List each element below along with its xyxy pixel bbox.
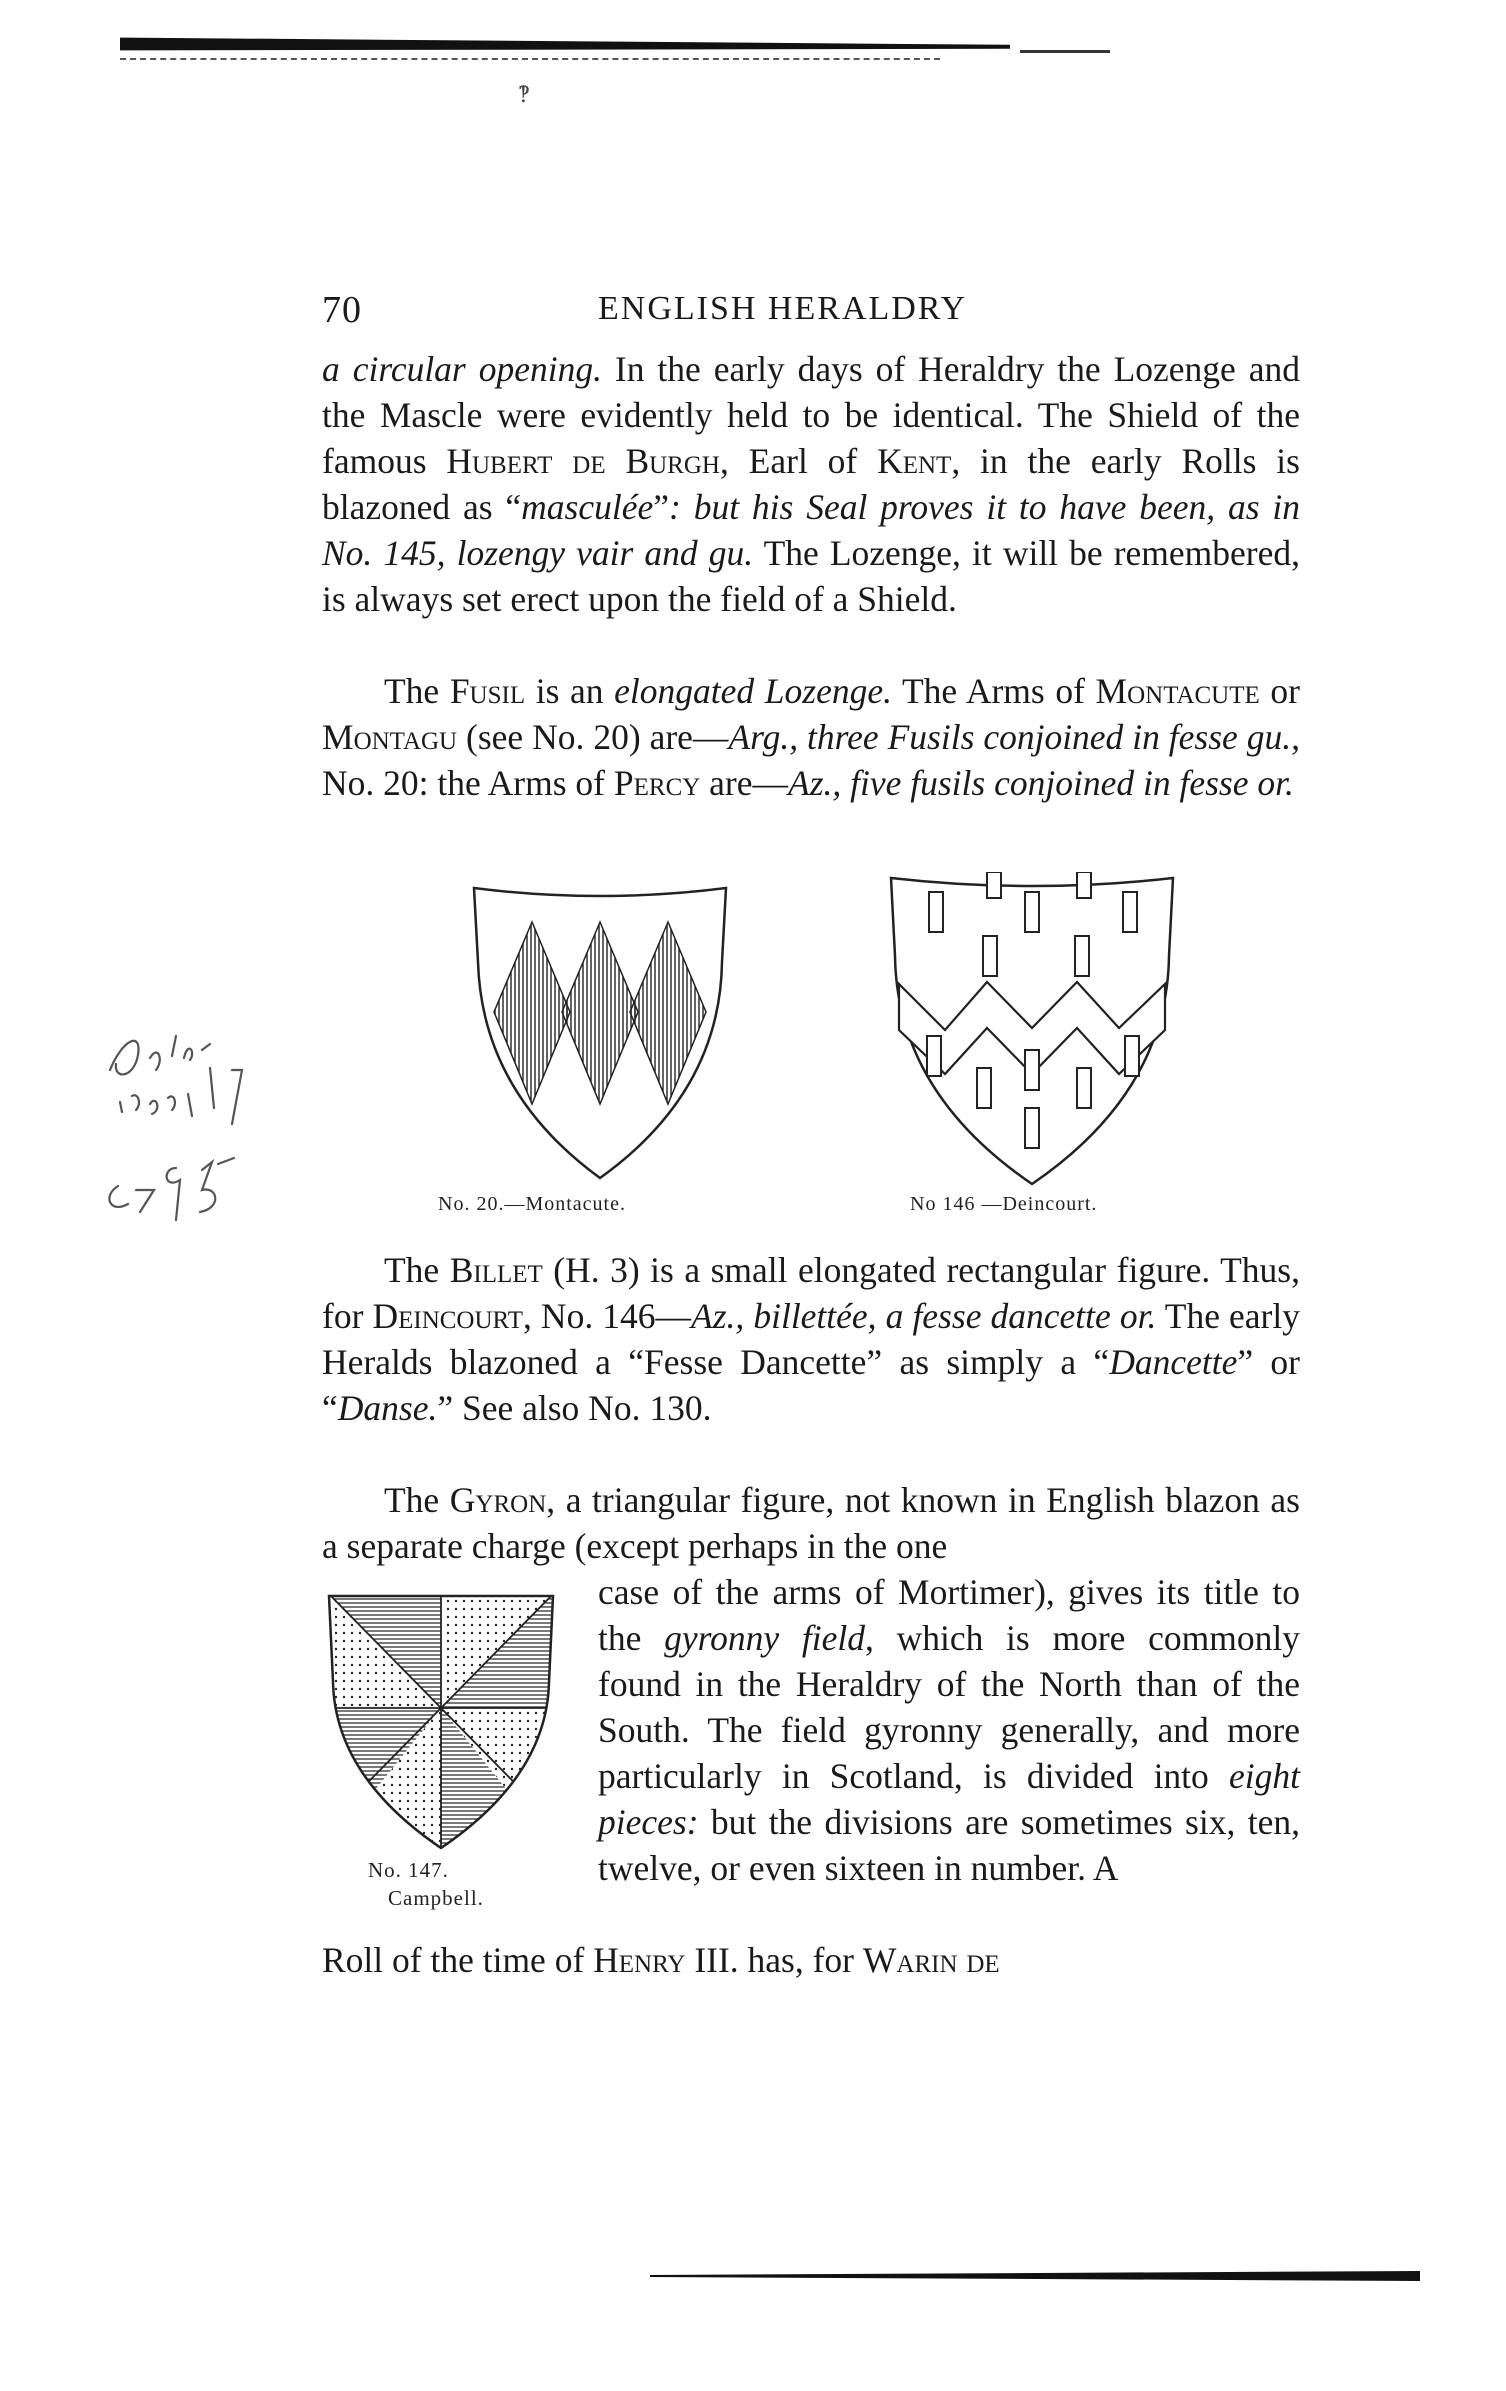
paragraph-gyron-end bbox=[322, 1937, 1300, 1983]
handwritten-margin-note bbox=[92, 1000, 392, 1240]
term-gyron: Gyron bbox=[449, 1480, 547, 1520]
scan-speck: ‽ bbox=[518, 82, 530, 107]
text-span: , a triangular figure, not known in English blazon as a separate charge (except perhaps in the one bbox=[322, 1480, 1300, 1566]
name-montagu: Montagu bbox=[322, 717, 458, 757]
text-span: eight pieces: bbox=[598, 1756, 1300, 1842]
text-span: (H. 3) is a small elongated rectangular figure. Thus, for bbox=[322, 1250, 1300, 1336]
running-head: ENGLISH HERALDRY bbox=[598, 290, 968, 327]
page-number: 70 bbox=[322, 289, 362, 331]
text-span: a circular opening. bbox=[322, 349, 602, 389]
text-span: but the divisions are sometimes six, ten, twelve, or even sixteen in number. A bbox=[598, 1802, 1300, 1888]
text-span: The bbox=[384, 1250, 450, 1290]
shield-montacute-figure bbox=[470, 882, 732, 1182]
scan-edge-bottom bbox=[650, 2271, 1420, 2281]
text-span: The bbox=[384, 1480, 450, 1520]
text-span: is an bbox=[525, 671, 615, 711]
term-fusil: Fusil bbox=[449, 671, 526, 711]
text-span: The Arms of bbox=[891, 671, 1096, 711]
text-span: Roll of the time of bbox=[322, 1940, 594, 1980]
paragraph-gyron-wrapped bbox=[598, 1569, 1300, 1891]
text-span: The bbox=[384, 671, 450, 711]
text-span: (see No. 20) are— bbox=[457, 717, 729, 757]
text-span: ” or “ bbox=[322, 1342, 1300, 1428]
name-henry: Henry bbox=[593, 1940, 686, 1980]
term-billet: Billet bbox=[449, 1250, 543, 1290]
text-span: Az., five fusils conjoined in fesse or. bbox=[788, 763, 1294, 803]
text-span: , Earl of bbox=[719, 441, 878, 481]
name-deincourt: Deincourt bbox=[372, 1296, 523, 1336]
text-span: Arg., three Fusils conjoined in fesse gu., bbox=[728, 717, 1300, 757]
paragraph-billet bbox=[322, 1247, 1300, 1431]
caption-fig-147-name: Campbell. bbox=[388, 1886, 484, 1910]
paragraph-lozenge bbox=[322, 346, 1300, 622]
text-span: or bbox=[1259, 671, 1300, 711]
text-span: Az., billettée, a fesse dancette or. bbox=[691, 1296, 1157, 1336]
text-span: lozengy vair and gu. bbox=[456, 533, 754, 573]
scan-noise bbox=[120, 58, 940, 63]
text-span: ” See also No. 130. bbox=[437, 1388, 712, 1428]
shield-deincourt-figure bbox=[887, 872, 1177, 1188]
text-span: The Lozenge, it will be remembered, is always set erect upon the field of a Shield. bbox=[322, 533, 1300, 619]
text-span: case of the arms of Mortimer), gives its title to the bbox=[598, 1572, 1300, 1658]
caption-fig-146: No 146 —Deincourt. bbox=[910, 1193, 1098, 1215]
name-kent: Kent bbox=[877, 441, 952, 481]
text-span: In the early days of Heraldry the Lozenge and the Mascle were evidently held to be identical. The Shield of the famous bbox=[322, 349, 1301, 481]
text-span: The early Heralds blazoned a “Fesse Dancette” as simply a “ bbox=[322, 1296, 1300, 1382]
paragraph-gyron bbox=[322, 1477, 1300, 1569]
name-montacute: Montacute bbox=[1095, 671, 1260, 711]
scan-edge-top bbox=[120, 36, 1010, 52]
text-span: Dancette bbox=[1109, 1342, 1238, 1382]
text-span: , which is more commonly found in the Heraldry of the North than of the South. The field gyronny generally, and more particularly in Scotland, is divided into bbox=[598, 1618, 1300, 1796]
margin-note-text: Bill Angie 17 a 95 bbox=[242, 1199, 257, 1201]
paragraph-fusil bbox=[322, 668, 1300, 806]
name-hubert-de-burgh: Hubert de Burgh bbox=[446, 441, 720, 481]
text-span: III. has, for bbox=[685, 1940, 863, 1980]
text-span: Danse. bbox=[337, 1388, 438, 1428]
text-span: : but his Seal proves it to have been, as in No. 145, bbox=[322, 487, 1300, 573]
name-warin-de: Warin de bbox=[862, 1940, 1000, 1980]
text-span: ” bbox=[653, 487, 670, 527]
name-percy: Percy bbox=[613, 763, 701, 803]
text-span: gyronny field bbox=[664, 1618, 865, 1658]
text-span: , No. 146— bbox=[522, 1296, 692, 1336]
caption-fig-20: No. 20.—Montacute. bbox=[438, 1193, 626, 1215]
shield-campbell-figure bbox=[325, 1590, 557, 1852]
text-span: , in the early Rolls is blazoned as “ bbox=[322, 441, 1300, 527]
caption-fig-147-number: No. 147. bbox=[368, 1858, 449, 1882]
text-span: masculée bbox=[521, 487, 654, 527]
scan-edge-top-fragment bbox=[1020, 50, 1110, 53]
text-span: No. 20: the Arms of bbox=[322, 763, 614, 803]
text-span: are— bbox=[700, 763, 789, 803]
text-span: elongated Lozenge. bbox=[614, 671, 892, 711]
